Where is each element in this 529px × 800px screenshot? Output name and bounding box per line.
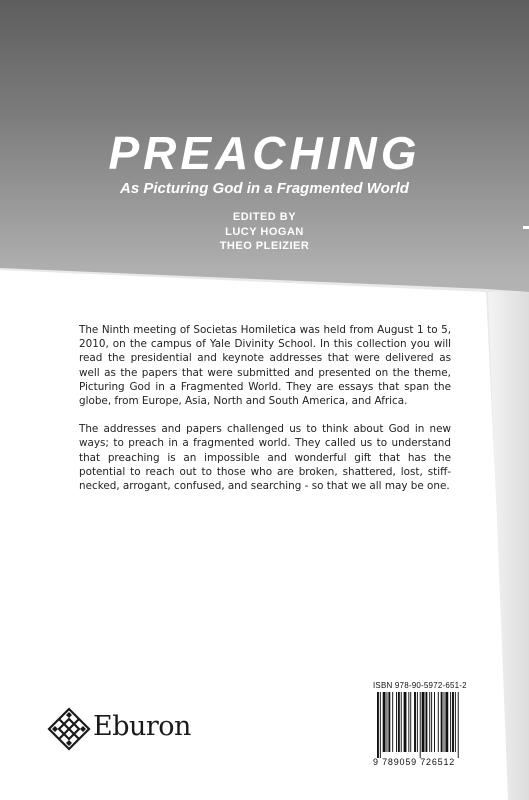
book-subtitle: As Picturing God in a Fragmented World: [120, 180, 409, 197]
edited-by-label: EDITED BY: [232, 211, 297, 223]
barcode-icon: [377, 692, 481, 758]
book-title: PREACHING: [108, 127, 421, 179]
editor-name: LUCY HOGAN: [225, 225, 304, 238]
barcode-digits: 9 789059 726512: [373, 757, 456, 767]
isbn-label: ISBN 978-90-5972-651-2: [373, 681, 467, 690]
publisher-name: Eburon: [93, 711, 191, 742]
barcode-block: [373, 681, 483, 769]
description-paragraph: The Ninth meeting of Societas Homiletica was held from August 1 to 5, 2010, on the campus of Yale Divinity School. In this collection you will read the presidential and keynote addresses that were delivered as well as the papers that were submitted and presented on the theme, Picturing God in a Fragmented World. They are essays that span the globe, from Europe, Asia, North and South America, and Africa.: [79, 324, 451, 408]
description-paragraph: The addresses and papers challenged us to think about God in new ways; to preach in a fragmented world. They called us to understand that preaching is an impossible and wonderful gift that has the potential to reach out to those who are broken, shattered, lost, stiff-necked, arrogant, confused, and searching - so that we all may be one.: [79, 423, 451, 493]
editor-name: THEO PLEIZIER: [219, 240, 310, 252]
editors-block: [0, 210, 529, 254]
description-text: [79, 323, 451, 507]
publisher-logo: [47, 703, 197, 753]
diamond-lattice-icon: [47, 707, 91, 751]
